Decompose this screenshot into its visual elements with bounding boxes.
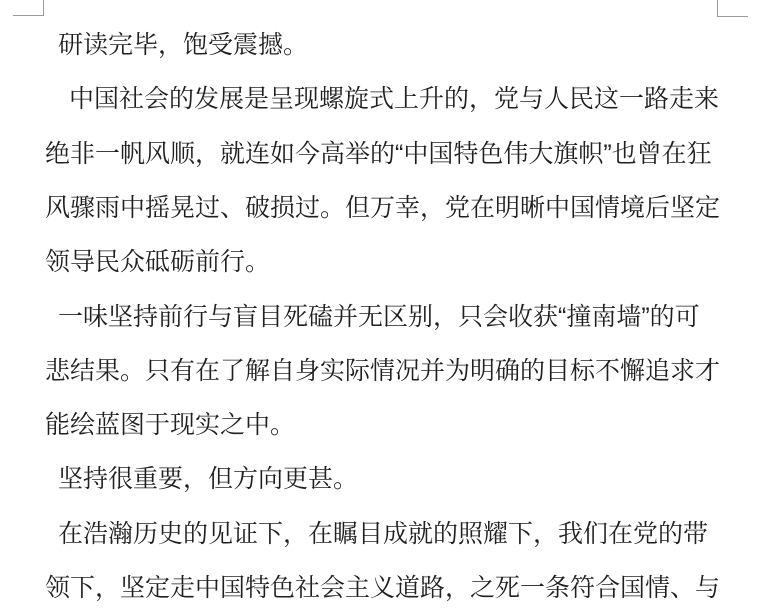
- text-line: 悲结果。只有在了解自身实际情况并为明确的目标不懈追求才: [45, 357, 721, 385]
- text-line: 领导民众砥砺前行。: [45, 248, 271, 276]
- text-line: 绝非一帆风顺，就连如今高举的“中国特色伟大旗帜”也曾在狂: [45, 140, 712, 168]
- text-line: 中国社会的发展是呈现螺旋式上升的，党与人民这一路走来: [69, 85, 720, 113]
- document-body: [45, 0, 721, 612]
- text-line: 坚持很重要，但方向更甚。: [58, 465, 359, 493]
- text-line: 研读完毕，饱受震撼。: [58, 31, 309, 59]
- text-line: 风骤雨中摇晃过、破损过。但万幸，党在明晰中国情境后坚定: [45, 194, 721, 222]
- text-line: 能绘蓝图于现实之中。: [45, 411, 296, 439]
- crop-mark-top-left-icon: [13, 0, 44, 16]
- text-line: 在浩瀚历史的见证下，在瞩目成就的照耀下，我们在党的带: [58, 520, 709, 548]
- crop-mark-top-right-icon: [717, 0, 748, 17]
- text-line: 一味坚持前行与盲目死磕并无区别，只会收获“撞南墙”的可: [58, 303, 700, 331]
- text-line: 领下，坚定走中国特色社会主义道路，之死一条符合国情、与: [45, 574, 721, 602]
